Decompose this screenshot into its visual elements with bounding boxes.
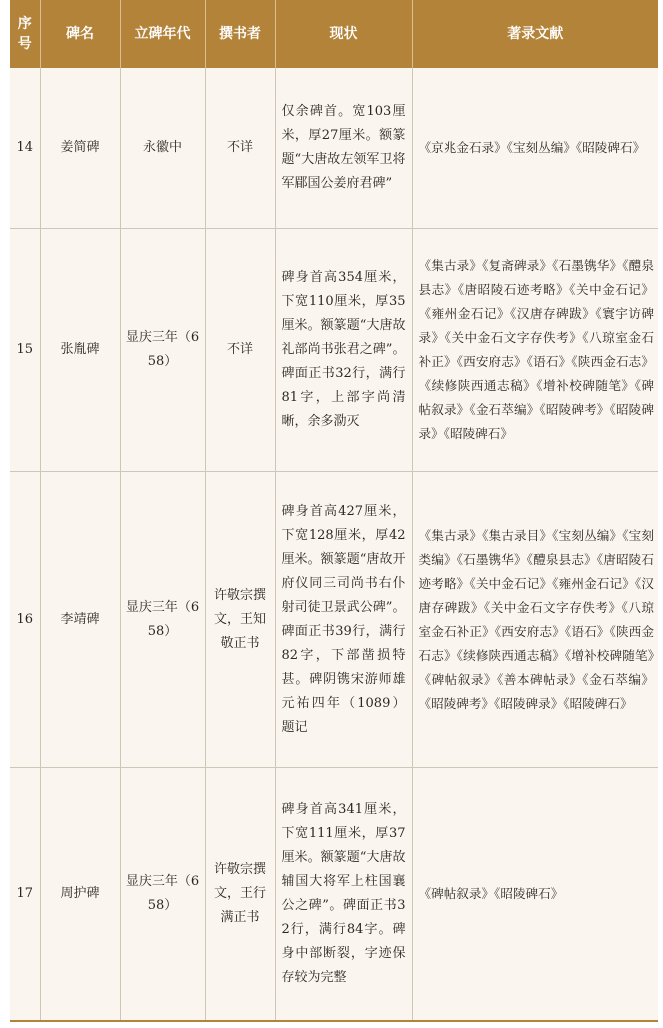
cell-name: 李靖碑 — [40, 471, 120, 767]
cell-year: 显庆三年（658） — [120, 228, 205, 471]
cell-literature: 《碑帖叙录》《昭陵碑石》 — [412, 768, 658, 1021]
header-status: 现状 — [275, 0, 412, 68]
cell-literature: 《集古录》《集古录目》《宝刻丛编》《宝刻类编》《石墨镌华》《醴泉县志》《唐昭陵石迹考略》《关中金石记》《雍州金石记》《汉唐存碑跋》《关中金石文字存佚考》《八琼室金石补正》《西安府志》《语石》《陕西金石志》《续修陕西通志稿》《增补校碑随笔》《碑帖叙录》《善本碑帖录》《金石萃编》《昭陵碑考》《昭陵碑录》《昭陵碑石》 — [412, 471, 658, 767]
cell-status: 碑身首高341厘米，下宽111厘米，厚37厘米。额篆题“大唐故辅国大将军上柱国襄公之碑”。碑面正书32行，满行84字。碑身中部断裂，字迹保存较为完整 — [275, 768, 412, 1021]
cell-literature: 《集古录》《复斋碑录》《石墨镌华》《醴泉县志》《唐昭陵石迹考略》《关中金石记》《雍州金石记》《汉唐存碑跋》《寰宇访碑录》《关中金石文字存佚考》《八琼室金石补正》《西安府志》《语石》《陕西金石志》《续修陕西通志稿》《增补校碑随笔》《碑帖叙录》《金石萃编》《昭陵碑考》《昭陵碑录》《昭陵碑石》 — [412, 228, 658, 471]
header-no — [10, 0, 40, 68]
cell-no: 16 — [10, 471, 40, 767]
cell-no: 17 — [10, 768, 40, 1021]
table-row — [10, 228, 658, 471]
cell-author: 许敬宗撰文，王知敬正书 — [205, 471, 275, 767]
table-header-row — [10, 0, 658, 68]
header-literature: 著录文献 — [412, 0, 658, 68]
stele-table — [10, 0, 658, 1022]
cell-no: 15 — [10, 228, 40, 471]
cell-name: 周护碑 — [40, 768, 120, 1021]
cell-name: 张胤碑 — [40, 228, 120, 471]
cell-year: 显庆三年（658） — [120, 768, 205, 1021]
cell-year: 永徽中 — [120, 68, 205, 228]
document-page — [10, 0, 658, 1022]
header-no-char-1: 序 — [17, 16, 32, 32]
cell-name: 姜简碑 — [40, 68, 120, 228]
table-row — [10, 471, 658, 767]
cell-author: 许敬宗撰文，王行满正书 — [205, 768, 275, 1021]
cell-no: 14 — [10, 68, 40, 228]
cell-status: 碑身首高354厘米，下宽110厘米，厚35厘米。额篆题“大唐故礼部尚书张君之碑”。碑面正书32行，满行81字，上部字尚清晰，余多泐灭 — [275, 228, 412, 471]
cell-status: 碑身首高427厘米，下宽128厘米，厚42厘米。额篆题“唐故开府仪同三司尚书右仆射司徒卫景武公碑”。碑面正书39行，满行82字，下部凿损特甚。碑阴镌宋游师雄元祐四年（1089）题记 — [275, 471, 412, 767]
cell-author: 不详 — [205, 228, 275, 471]
cell-literature: 《京兆金石录》《宝刻丛编》《昭陵碑石》 — [412, 68, 658, 228]
header-author: 撰书者 — [205, 0, 275, 68]
cell-year: 显庆三年（658） — [120, 471, 205, 767]
header-year: 立碑年代 — [120, 0, 205, 68]
header-name: 碑名 — [40, 0, 120, 68]
header-no-char-2: 号 — [17, 36, 32, 52]
table-row — [10, 68, 658, 228]
cell-status: 仅余碑首。宽103厘米，厚27厘米。额篆题“大唐故左领军卫将军郿国公姜府君碑” — [275, 68, 412, 228]
table-row — [10, 768, 658, 1021]
cell-author: 不详 — [205, 68, 275, 228]
